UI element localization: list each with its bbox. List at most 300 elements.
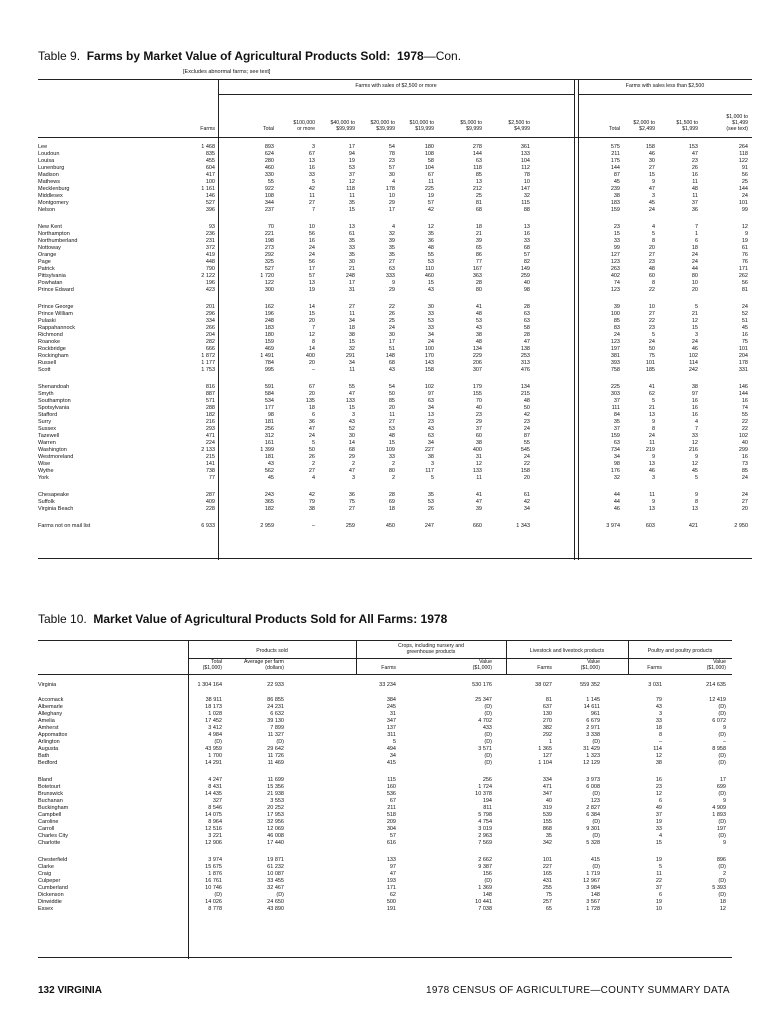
table-cell: 170: [424, 353, 434, 359]
table-row: [38, 899, 732, 906]
table-cell: 28: [523, 332, 530, 338]
table-cell: 26: [308, 454, 315, 460]
table-cell: 33: [427, 325, 434, 331]
table-cell: 134: [472, 346, 482, 352]
row-label: Bland: [38, 777, 53, 783]
table-row: [38, 412, 752, 419]
table-cell: 43: [655, 704, 662, 710]
table-cell: 84: [613, 412, 620, 418]
table-cell: 183: [610, 200, 620, 206]
table-cell: 330: [264, 172, 274, 178]
table-cell: 7: [311, 325, 315, 331]
table-cell: (D): [484, 732, 492, 738]
table-cell: 21: [475, 231, 482, 237]
table-cell: (D): [718, 892, 726, 898]
table-cell: 9: [722, 840, 726, 846]
table-cell: 183: [264, 325, 274, 331]
row-label: Alleghany: [38, 711, 63, 717]
table-row: [38, 725, 732, 732]
table-cell: 624: [264, 151, 274, 157]
table-cell: 4 754: [478, 819, 492, 825]
table-cell: 248: [345, 273, 355, 279]
table9-column-header: $10,000 to $19,999: [409, 120, 434, 132]
table-cell: 47: [348, 391, 355, 397]
table-row: [38, 165, 752, 172]
table-cell: 9: [694, 492, 698, 498]
table-cell: 19: [427, 193, 434, 199]
leader-dots: [38, 256, 178, 257]
table-cell: 22: [741, 419, 748, 425]
table-row: [38, 506, 752, 513]
table-cell: 47: [308, 426, 315, 432]
table-cell: 177: [264, 405, 274, 411]
table-cell: 417: [205, 172, 215, 178]
table-cell: 738: [205, 468, 215, 474]
table-cell: 38: [613, 193, 620, 199]
table-cell: 25: [741, 179, 748, 185]
table-cell: 148: [385, 353, 395, 359]
table-cell: 53: [348, 165, 355, 171]
table-cell: 38: [691, 384, 698, 390]
table-cell: 214 635: [706, 682, 726, 688]
table-cell: 382: [542, 725, 552, 731]
table-row: [38, 405, 752, 412]
table-cell: 3 553: [270, 798, 284, 804]
table-cell: 118: [346, 186, 355, 192]
table-cell: 29: [388, 287, 395, 293]
table-cell: 3 031: [648, 682, 662, 688]
table-row: [38, 871, 732, 878]
table-cell: 55: [267, 179, 274, 185]
table-cell: 180: [264, 332, 274, 338]
table-cell: 11: [309, 193, 315, 199]
row-label: York: [38, 475, 49, 481]
row-label: Tazewell: [38, 433, 60, 439]
table-cell: 17 440: [267, 840, 284, 846]
table-row: [38, 433, 752, 440]
table-cell: (D): [592, 819, 600, 825]
table-cell: 33: [308, 172, 315, 178]
table-cell: 13: [691, 506, 698, 512]
table-cell: 784: [264, 360, 274, 366]
table-cell: 1 719: [586, 871, 600, 877]
table-cell: 24: [308, 252, 315, 258]
table-cell: 12: [691, 318, 698, 324]
table-cell: 47: [475, 499, 482, 505]
table-cell: 35: [427, 231, 434, 237]
table-cell: 25: [388, 318, 395, 324]
table-cell: 13: [648, 461, 655, 467]
table-cell: 11 699: [267, 777, 284, 783]
table-cell: 247: [424, 523, 434, 529]
table-cell: 12: [348, 179, 355, 185]
row-label: Dickenson: [38, 892, 64, 898]
table-cell: 15: [655, 840, 662, 846]
row-label: Shenandoah: [38, 384, 70, 390]
table-cell: 149: [520, 266, 530, 272]
table-cell: 196: [205, 280, 215, 286]
table-cell: 259: [520, 273, 530, 279]
table-cell: 287: [205, 492, 215, 498]
table-cell: 158: [520, 468, 530, 474]
table-cell: 237: [264, 207, 274, 213]
table-cell: 4: [658, 833, 662, 839]
table9-column-header: $5,000 to $9,999: [460, 120, 482, 132]
table-cell: 36: [308, 419, 315, 425]
table-cell: 23: [648, 325, 655, 331]
table-cell: 148: [482, 892, 492, 898]
table-cell: 476: [520, 367, 530, 373]
table-cell: 44: [613, 499, 620, 505]
table9-note: [Excludes abnormal farms; see text]: [183, 69, 271, 75]
table-cell: 699: [716, 784, 726, 790]
table-cell: 7: [694, 426, 698, 432]
row-label: Bedford: [38, 760, 58, 766]
table-cell: 115: [521, 200, 530, 206]
table-row: [38, 461, 752, 468]
table-cell: 20: [523, 475, 530, 481]
table-cell: 494: [386, 746, 396, 752]
table-cell: 5: [392, 739, 396, 745]
table-cell: 179: [472, 384, 482, 390]
table-cell: 20: [388, 405, 395, 411]
table-cell: 5 328: [586, 840, 600, 846]
row-label: Surry: [38, 419, 52, 425]
row-label: Middlesex: [38, 193, 63, 199]
table-cell: 5: [651, 398, 655, 404]
table-cell: 35: [348, 252, 355, 258]
table-cell: 43 959: [205, 746, 222, 752]
table-cell: 16: [655, 777, 662, 783]
table-cell: 37: [348, 172, 355, 178]
table-cell: 1 323: [586, 753, 600, 759]
table-cell: 38: [475, 440, 482, 446]
table-cell: 60: [475, 433, 482, 439]
table-cell: 175: [610, 158, 620, 164]
table-cell: 3 974: [208, 857, 222, 863]
table-row: [38, 906, 732, 913]
table-cell: 18: [719, 899, 726, 905]
table-cell: 419: [205, 252, 215, 258]
table-cell: 30: [388, 172, 395, 178]
table-cell: 108: [424, 151, 434, 157]
table-cell: 52: [741, 311, 748, 317]
page-number-state: 132 VIRGINIA: [38, 985, 102, 996]
table-cell: 33: [655, 826, 662, 832]
table-cell: 133: [472, 468, 482, 474]
table-cell: 3: [351, 412, 355, 418]
table-cell: 47: [523, 339, 530, 345]
table-cell: 11: [692, 179, 698, 185]
table-row: [38, 440, 752, 447]
table-cell: 38 027: [535, 682, 552, 688]
table-cell: 117: [425, 468, 434, 474]
table-cell: 259: [345, 523, 355, 529]
table-cell: 11: [349, 311, 355, 317]
table-cell: 11 726: [267, 753, 284, 759]
row-label: Dinwiddie: [38, 899, 62, 905]
table-cell: 79: [655, 697, 662, 703]
table-cell: 39: [475, 238, 482, 244]
table-cell: 334: [542, 777, 552, 783]
table-cell: 5 798: [478, 812, 492, 818]
table-cell: 239: [610, 186, 620, 192]
row-label: Page: [38, 259, 51, 265]
table-cell: 9: [651, 499, 655, 505]
table-cell: 35: [388, 252, 395, 258]
table-cell: 10 087: [267, 871, 284, 877]
table-cell: 334: [205, 318, 215, 324]
table-cell: 67: [427, 172, 434, 178]
table-cell: 393: [610, 360, 620, 366]
table-cell: 421: [688, 523, 698, 529]
table-cell: 16: [741, 332, 748, 338]
table-cell: 896: [716, 857, 726, 863]
table-cell: 61: [523, 492, 530, 498]
table-cell: 33: [613, 238, 620, 244]
table-cell: 130: [542, 711, 552, 717]
leader-dots: [38, 211, 178, 212]
table-row: [38, 280, 752, 287]
table-row: [38, 252, 752, 259]
table-cell: 47: [648, 186, 655, 192]
table-cell: 15: [348, 405, 355, 411]
table-cell: 46: [648, 151, 655, 157]
table-cell: 27: [388, 259, 395, 265]
table-cell: 266: [205, 325, 215, 331]
table-cell: 5: [651, 231, 655, 237]
table-cell: 2 133: [201, 447, 215, 453]
table-cell: 24 650: [267, 899, 284, 905]
table-cell: 21 938: [267, 791, 284, 797]
table-cell: 46: [613, 506, 620, 512]
row-label: Russell: [38, 360, 57, 366]
table-cell: 123: [610, 339, 620, 345]
table-cell: 35: [348, 200, 355, 206]
table-cell: 450: [385, 523, 395, 529]
table-cell: 14 026: [205, 899, 222, 905]
leader-dots: [38, 263, 178, 264]
table-cell: 30: [348, 259, 355, 265]
table-cell: 40: [523, 280, 530, 286]
table-cell: 36: [691, 207, 698, 213]
table9-column-header: $1,500 to $1,999: [676, 120, 698, 132]
table-cell: 53: [388, 426, 395, 432]
table-cell: 75: [648, 353, 655, 359]
table-cell: 19: [741, 238, 748, 244]
table-cell: 9 387: [478, 864, 492, 870]
table-cell: 34: [523, 506, 530, 512]
row-label: Buckingham: [38, 805, 69, 811]
table-cell: 33: [348, 245, 355, 251]
table-cell: 11: [649, 492, 655, 498]
table-cell: 24: [691, 259, 698, 265]
table-cell: 10: [648, 304, 655, 310]
table-cell: 53: [427, 259, 434, 265]
leader-dots: [38, 371, 178, 372]
table-cell: 101: [645, 360, 655, 366]
table-cell: 14 291: [205, 760, 222, 766]
table-cell: 80: [475, 287, 482, 293]
table-cell: –: [311, 367, 315, 373]
table-cell: 55: [523, 440, 530, 446]
table-cell: 114: [653, 746, 662, 752]
table-cell: 22: [648, 287, 655, 293]
row-label: Farms not on mail list: [38, 523, 91, 529]
table-cell: 8 958: [712, 746, 726, 752]
table-cell: 922: [264, 186, 274, 192]
table-cell: 8 778: [208, 906, 222, 912]
row-label: Botetourt: [38, 784, 61, 790]
table-cell: 35: [348, 238, 355, 244]
table-cell: 460: [264, 165, 274, 171]
table-cell: 4 984: [208, 732, 222, 738]
table-cell: 6 072: [712, 718, 726, 724]
table-cell: 211: [387, 805, 396, 811]
table-cell: 40: [545, 798, 552, 804]
table-cell: (D): [484, 739, 492, 745]
table-cell: 194: [482, 798, 492, 804]
table-cell: 1 893: [712, 812, 726, 818]
table-cell: 9: [391, 280, 395, 286]
row-label: Mathews: [38, 179, 61, 185]
table-cell: 43: [427, 426, 434, 432]
table-cell: 32: [348, 346, 355, 352]
row-label: Bath: [38, 753, 50, 759]
table-cell: 288: [205, 405, 215, 411]
table-cell: 48: [475, 311, 482, 317]
table-cell: (D): [718, 819, 726, 825]
table-cell: 6 632: [270, 711, 284, 717]
table-cell: 10 378: [475, 791, 492, 797]
row-label: Carroll: [38, 826, 55, 832]
table-cell: 61: [348, 231, 355, 237]
table-cell: 133: [345, 398, 355, 404]
table-cell: 8: [694, 499, 698, 505]
table-cell: 278: [472, 144, 482, 150]
table-cell: 6 384: [586, 812, 600, 818]
table-cell: 39 130: [267, 718, 284, 724]
table-cell: 36: [427, 238, 434, 244]
table-cell: 138: [520, 346, 530, 352]
table-cell: 2: [311, 461, 315, 467]
table-cell: 47: [348, 468, 355, 474]
table-cell: 21: [648, 405, 655, 411]
table-cell: 35: [388, 245, 395, 251]
table-cell: 545: [520, 447, 530, 453]
leader-dots: [38, 503, 178, 504]
table-cell: 56: [308, 259, 315, 265]
table-cell: 3 974: [606, 523, 620, 529]
table-cell: 50: [648, 346, 655, 352]
table-cell: 48: [388, 433, 395, 439]
table-cell: 29: [348, 454, 355, 460]
table-cell: 248: [264, 318, 274, 324]
table-row: [38, 207, 752, 214]
table-cell: 24: [691, 252, 698, 258]
row-label: Lee: [38, 144, 48, 150]
table-row: [38, 791, 732, 798]
table-cell: 12 069: [267, 826, 284, 832]
table-cell: 144: [738, 186, 748, 192]
table-cell: 27: [648, 165, 655, 171]
table9-column-header: Total: [609, 126, 620, 132]
table-cell: 37: [655, 885, 662, 891]
table-cell: 12: [655, 753, 662, 759]
table-row: [38, 857, 732, 864]
table-cell: 12: [475, 461, 482, 467]
table-cell: 56: [741, 172, 748, 178]
table-cell: 3 338: [586, 732, 600, 738]
table-cell: 15: [613, 231, 620, 237]
table-row: [38, 231, 752, 238]
table-cell: 8 546: [208, 805, 222, 811]
table-cell: 666: [205, 346, 215, 352]
table-cell: 16: [691, 405, 698, 411]
table-cell: 70: [267, 224, 274, 230]
table-cell: 74: [613, 280, 620, 286]
table-cell: 42: [523, 499, 530, 505]
table-cell: 24: [741, 475, 748, 481]
table-cell: 24: [613, 332, 620, 338]
table-cell: 2: [722, 871, 726, 877]
table-cell: 161: [264, 440, 274, 446]
row-label: Nottoway: [38, 245, 61, 251]
leader-dots: [38, 479, 178, 480]
table-cell: 38: [308, 506, 315, 512]
table-cell: 9 301: [586, 826, 600, 832]
table-cell: 325: [264, 259, 274, 265]
table-row: [38, 753, 732, 760]
row-label: Sussex: [38, 426, 57, 432]
table-row: [38, 259, 752, 266]
table-cell: 12 129: [583, 760, 600, 766]
table-cell: 204: [205, 332, 215, 338]
table-cell: 77: [475, 259, 482, 265]
table-cell: 24 231: [267, 704, 284, 710]
table-cell: 41: [475, 304, 482, 310]
table-cell: 198: [264, 238, 274, 244]
table-cell: 319: [542, 805, 552, 811]
table-cell: 12: [691, 461, 698, 467]
table-cell: 2: [391, 475, 395, 481]
table-cell: 51: [741, 318, 748, 324]
table-cell: 11 327: [267, 732, 284, 738]
table-cell: 8 431: [208, 784, 222, 790]
table-cell: 2 971: [586, 725, 600, 731]
table-cell: 87: [523, 433, 530, 439]
table-cell: 135: [305, 398, 315, 404]
table-row: [38, 718, 732, 725]
table-cell: 12 967: [583, 878, 600, 884]
table-cell: 54: [388, 144, 395, 150]
row-label: Wise: [38, 461, 51, 467]
table-row: [38, 339, 752, 346]
table-cell: –: [722, 739, 726, 745]
table-cell: 153: [688, 144, 698, 150]
table-cell: 181: [264, 454, 274, 460]
table-cell: 604: [205, 165, 215, 171]
row-label: Charles City: [38, 833, 68, 839]
table-cell: 2 950: [734, 523, 748, 529]
table-cell: 101: [542, 857, 552, 863]
table-cell: 20: [741, 506, 748, 512]
table-cell: 11: [389, 412, 395, 418]
table-cell: 347: [542, 791, 552, 797]
table10-column-header: Value ($1,000): [706, 659, 726, 671]
table-cell: 43: [267, 461, 274, 467]
table-cell: 24: [648, 339, 655, 345]
